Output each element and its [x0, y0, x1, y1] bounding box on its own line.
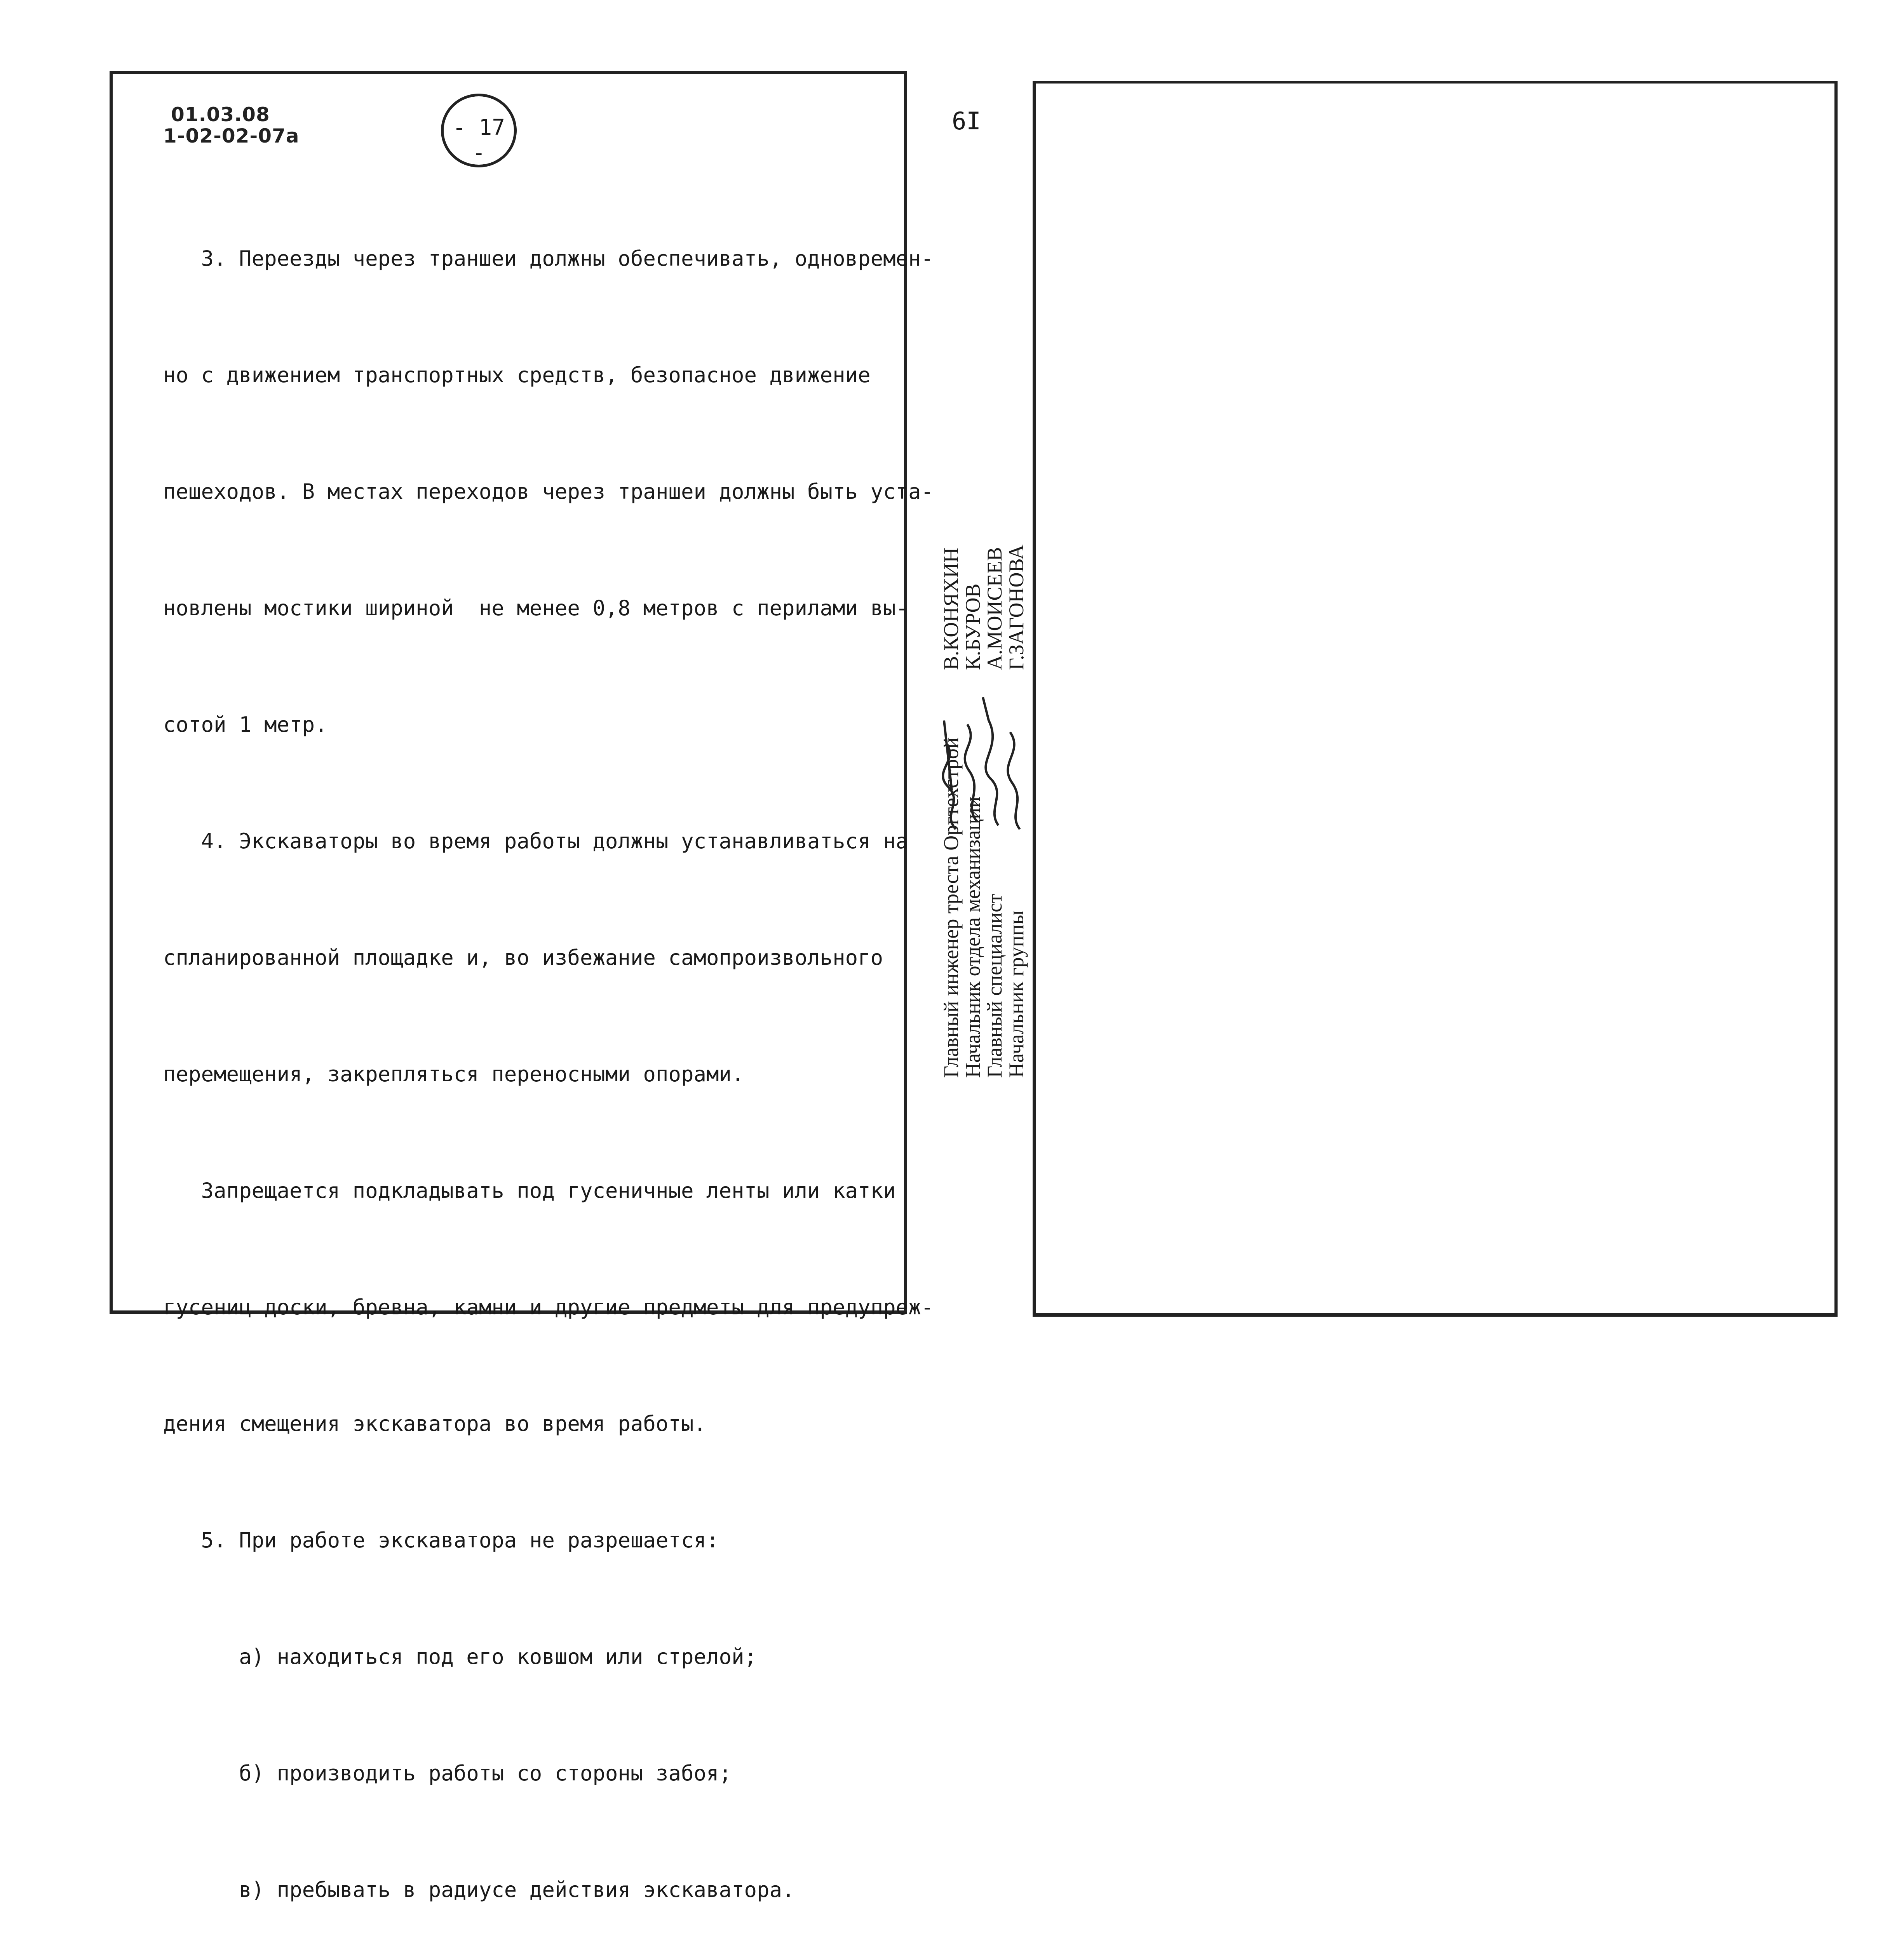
text-line: новлены мостики шириной не менее 0,8 метров с перилами вы- — [163, 596, 909, 620]
text-line: в) пребывать в радиусе действия экскаватора. — [163, 1878, 795, 1902]
page-number-circled: - 17 - — [453, 115, 505, 165]
text-line: б) производить работы со стороны забоя; — [163, 1761, 732, 1785]
text-line: сотой 1 метр. — [163, 712, 327, 737]
approval-name: А.МОИСЕЕВ — [983, 547, 1006, 670]
text-line: Запрещается подкладывать под гусеничные ленты или катки — [163, 1178, 896, 1203]
approval-name: Г.ЗАГОНОВА — [1005, 544, 1028, 670]
left-page-frame — [110, 71, 934, 1902]
text-line: перемещения, закрепляться переносными опорами. — [163, 1062, 744, 1086]
approval-title: Начальник группы — [1005, 910, 1028, 1078]
document-code-date: 01.03.08 — [171, 103, 270, 126]
text-line: 4. Экскаваторы во время работы должны устанавливаться на — [163, 829, 909, 853]
document-code-number: 1-02-02-07a — [163, 125, 300, 147]
text-line: гусениц доски, бревна, камни и другие предметы для предупреж- — [163, 1295, 934, 1319]
text-line: 5. При работе экскаватора не разрешается: — [163, 1528, 719, 1552]
text-line: но с движением транспортных средств, безопасное движение — [163, 363, 871, 387]
text-line: пешеходов. В местах переходов через траншеи должны быть уста- — [163, 479, 934, 504]
right-page-frame — [1033, 81, 1838, 1317]
approval-title: Главный специалист — [983, 894, 1006, 1078]
page-number-right: 6I — [952, 107, 981, 135]
approval-title: Начальник отдела механизации — [961, 796, 984, 1078]
text-line: 3. Переезды через траншеи должны обеспечивать, одновремен- — [163, 246, 934, 271]
approval-title: Главный инженер треста Оргтехстрой — [939, 737, 963, 1078]
approval-name: В.КОНЯХИН — [939, 547, 963, 670]
body-text — [163, 162, 934, 1942]
text-line: а) находиться под его ковшом или стрелой; — [163, 1644, 757, 1669]
text-line: дения смещения экскаватора во время работы. — [163, 1411, 706, 1436]
signatures — [940, 674, 1030, 837]
approval-name: К.БУРОВ — [961, 583, 984, 670]
approval-names — [940, 545, 1027, 670]
text-line: спланированной площадке и, во избежание самопроизвольного — [163, 945, 883, 970]
